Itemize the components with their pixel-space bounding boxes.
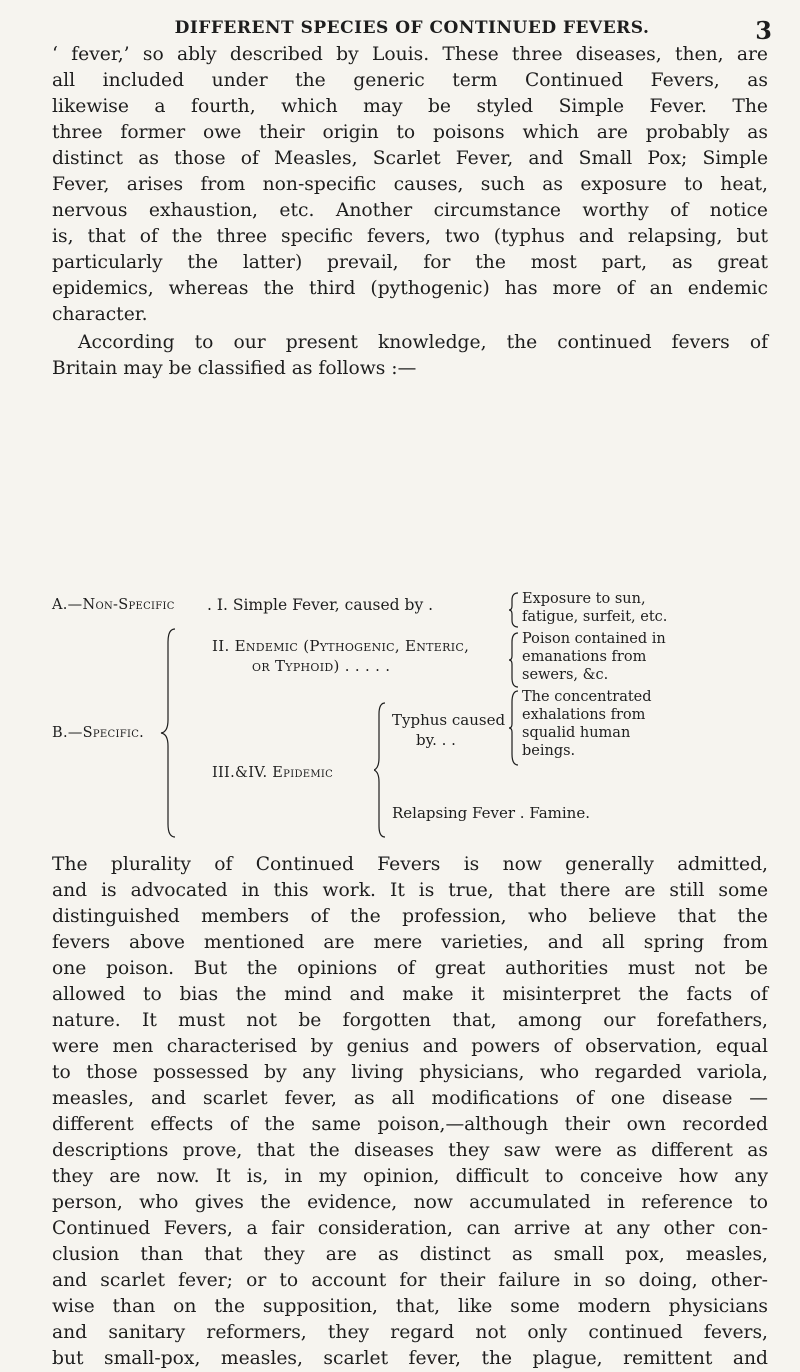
text-line: but small-pox, measles, scarlet fever, the plague, remittent and [52, 1348, 768, 1369]
text-line: Fever, arises from non-specific causes, such as exposure to heat, [52, 174, 768, 195]
text-line: is, that of the three specific fevers, two (typhus and relapsing, but [52, 226, 768, 247]
brace-specific [160, 628, 176, 838]
text-line: fatigue, surfeit, etc. [522, 609, 668, 625]
brace-ii-cause [509, 632, 519, 688]
text-line: distinct as those of Measles, Scarlet Fever, and Small Pox; Simple [52, 148, 768, 169]
paragraph-2 [52, 330, 768, 382]
text-line: squalid human [522, 725, 631, 741]
text-line: measles, and scarlet fever, as all modifications of one disease — [52, 1088, 768, 1109]
class-ii-cause [522, 630, 666, 684]
text-line: beings. [522, 743, 576, 759]
text-line: and sanitary reformers, they regard not only continued fevers, [52, 1322, 768, 1343]
text-line: II. Endemic (Pythogenic, Enteric, [212, 637, 470, 655]
text-line: According to our present knowledge, the continued fevers of [78, 332, 768, 353]
text-line: character. [52, 304, 148, 325]
paragraph-3 [52, 852, 768, 1372]
text-line: nervous exhaustion, etc. Another circumstance worthy of notice [52, 200, 768, 221]
class-a-cause [522, 590, 667, 626]
class-ii-item [212, 636, 469, 676]
brace-epidemic [374, 702, 386, 838]
page-number: 3 [755, 16, 772, 45]
text-line: person, who gives the evidence, now accumulated in reference to [52, 1192, 768, 1213]
text-line: all included under the generic term Continued Fevers, as [52, 70, 768, 91]
class-relapsing: Relapsing Fever . Famine. [392, 804, 590, 822]
text-line: descriptions prove, that the diseases they saw were as different as [52, 1140, 768, 1161]
text-line: and scarlet fever; or to account for their failure in so doing, other- [52, 1270, 768, 1291]
class-typhus-cause [522, 688, 652, 760]
text-line: sewers, &c. [522, 667, 609, 683]
class-iii-iv-item: III.&IV. Epidemic [212, 765, 334, 781]
text-line: emanations from [522, 649, 647, 665]
text-line: one poison. But the opinions of great authorities must not be [52, 958, 768, 979]
brace-a-cause [509, 592, 519, 628]
classification-table [52, 572, 768, 842]
class-a-item: . I. Simple Fever, caused by . [207, 596, 434, 614]
text-line: different effects of the same poison,—although their own recorded [52, 1114, 768, 1135]
text-line: allowed to bias the mind and make it misinterpret the facts of [52, 984, 768, 1005]
text-line: and is advocated in this work. It is true, that there are still some [52, 880, 768, 901]
brace-typhus-cause [509, 690, 519, 766]
text-line: exhalations from [522, 707, 646, 723]
text-line: to those possessed by any living physicians, who regarded variola, [52, 1062, 768, 1083]
text-line: The plurality of Continued Fevers is now generally admitted, [52, 854, 768, 875]
text-line: they are now. It is, in my opinion, difficult to conceive how any [52, 1166, 768, 1187]
running-head: DIFFERENT SPECIES OF CONTINUED FEVERS. [174, 18, 650, 38]
text-line: or Typhoid) . . . . . [252, 657, 391, 675]
text-line: likewise a fourth, which may be styled Simple Fever. The [52, 96, 768, 117]
book-page [52, 0, 772, 1369]
text-line: Typhus caused [392, 711, 506, 729]
text-line: nature. It must not be forgotten that, among our forefathers, [52, 1010, 768, 1031]
class-typhus [392, 710, 505, 750]
text-line: distinguished members of the profession, who believe that the [52, 906, 768, 927]
text-line: Britain may be classified as follows :— [52, 358, 417, 379]
class-b-label: B.—Specific. [52, 725, 145, 741]
text-line: Continued Fevers, a fair consideration, can arrive at any other con- [52, 1218, 768, 1239]
text-line: clusion than that they are as distinct as small pox, measles, [52, 1244, 768, 1265]
text-line: Exposure to sun, [522, 591, 646, 607]
text-line: wise than on the supposition, that, like some modern physicians [52, 1296, 768, 1317]
text-line: particularly the latter) prevail, for the most part, as great [52, 252, 768, 273]
text-line: three former owe their origin to poisons which are probably as [52, 122, 768, 143]
text-line: fevers above mentioned are mere varieties, and all spring from [52, 932, 768, 953]
class-a-label: A.—Non-Specific [52, 597, 175, 613]
paragraph-1 [52, 42, 768, 328]
text-line: were men characterised by genius and powers of observation, equal [52, 1036, 768, 1057]
text-line: epidemics, whereas the third (pythogenic) has more of an endemic [52, 278, 768, 299]
text-line: by. . . [416, 731, 456, 749]
text-line: The concentrated [522, 689, 652, 705]
text-line: ‘ fever,’ so ably described by Louis. These three diseases, then, are [52, 44, 768, 65]
text-line: Poison contained in [522, 631, 666, 647]
